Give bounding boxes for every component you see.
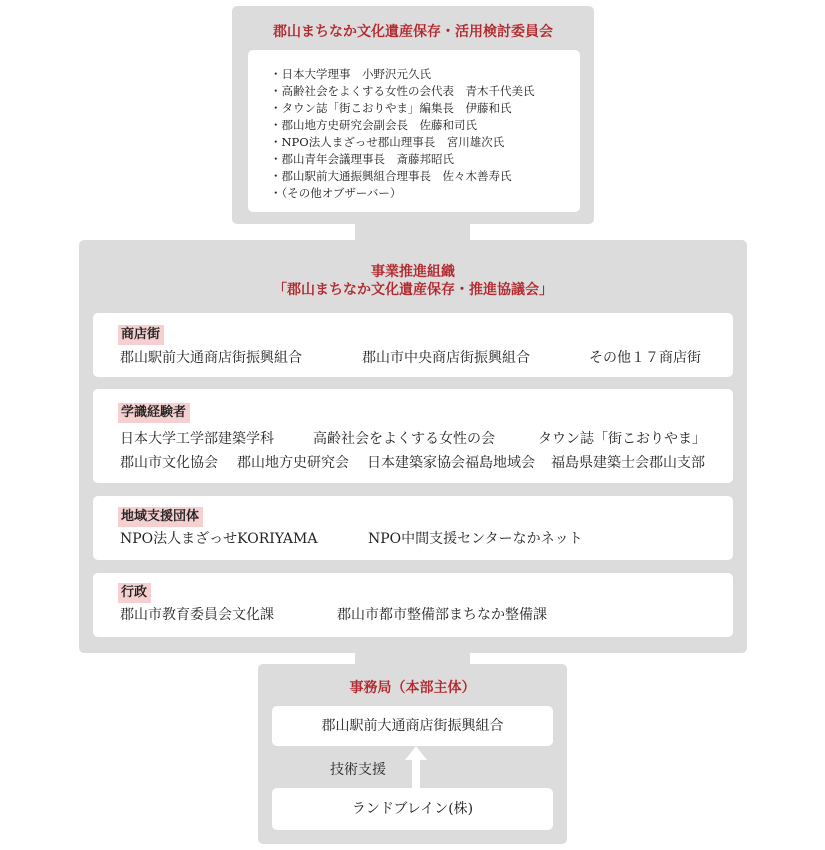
group-item: 高齢社会をよくする女性の会	[313, 431, 495, 447]
member-item: ・郡山地方史研究会副会長 佐藤和司氏	[270, 118, 477, 132]
group-item: 郡山駅前大通商店街振興組合	[120, 350, 302, 366]
group-experts-label: 学識経験者	[118, 403, 190, 423]
member-item: ・高齢社会をよくする女性の会代表 青木千代美氏	[270, 84, 535, 98]
group-item: 福島県建築士会郡山支部	[551, 455, 705, 471]
member-item: ・タウン誌「街こおりやま」編集長 伊藤和氏	[270, 101, 512, 115]
group-support-label: 地域支援団体	[118, 507, 203, 527]
group-item: NPO中間支援センターなかネット	[368, 531, 583, 547]
support-org: ランドブレイン(株)	[272, 788, 553, 830]
group-item: 日本建築家協会福島地域会	[367, 455, 535, 471]
group-item: タウン誌「街こおりやま」	[538, 431, 706, 447]
group-item: 郡山市教育委員会文化課	[120, 607, 274, 623]
group-admin-label: 行政	[118, 583, 151, 603]
committee-title: 郡山まちなか文化遺産保存・活用検討委員会	[273, 24, 553, 40]
group-shopping-label: 商店街	[118, 325, 164, 345]
organization-title-line1: 事業推進組織	[371, 264, 455, 280]
group-item: 郡山市都市整備部まちなか整備課	[337, 607, 547, 623]
group-item: 郡山市中央商店街振興組合	[362, 350, 530, 366]
group-item: 郡山地方史研究会	[237, 455, 349, 471]
member-item: ・郡山青年会議理事長 斎藤邦昭氏	[270, 152, 454, 166]
group-item: NPO法人まざっせKORIYAMA	[120, 531, 318, 547]
member-item: ・NPO法人まざっせ郡山理事長 宮川雄次氏	[270, 135, 505, 149]
group-item: 日本大学工学部建築学科	[120, 431, 274, 447]
organization-title-line2: 「郡山まちなか文化遺産保存・推進協議会」	[273, 282, 553, 298]
group-admin	[93, 573, 733, 637]
member-item: ・日本大学理事 小野沢元久氏	[270, 67, 431, 81]
member-item: ・郡山駅前大通振興組合理事長 佐々木善寿氏	[270, 169, 512, 183]
support-label: 技術支援	[330, 762, 386, 778]
group-support	[93, 496, 733, 560]
secretariat-title: 事務局（本部主体）	[349, 680, 476, 696]
secretariat-main: 郡山駅前大通商店街振興組合	[272, 706, 553, 746]
group-item: 郡山市文化協会	[120, 455, 218, 471]
group-item: その他１７商店街	[589, 350, 701, 366]
member-item: ・（その他オブザーバー）	[270, 186, 402, 200]
group-shopping	[93, 313, 733, 377]
support-arrow	[405, 746, 427, 788]
